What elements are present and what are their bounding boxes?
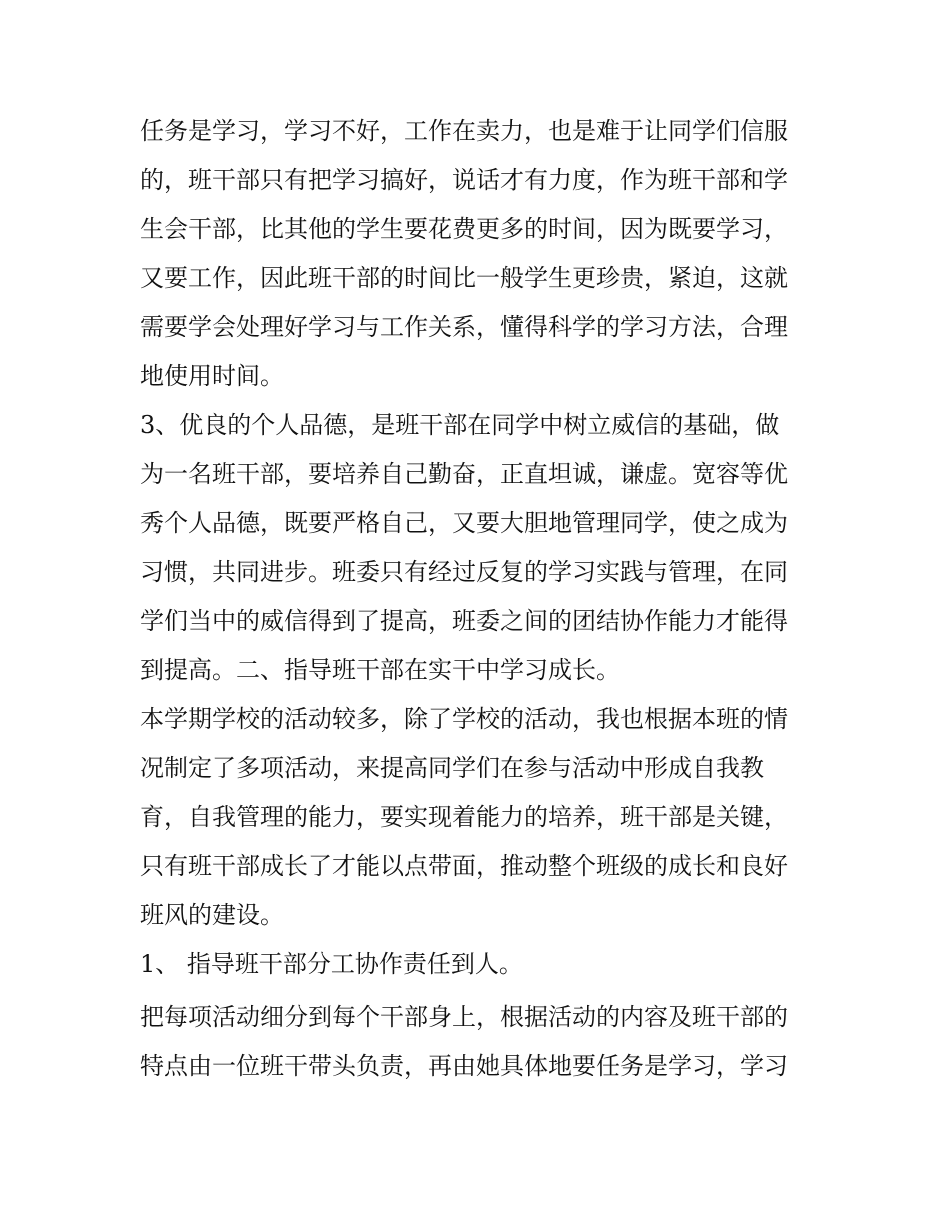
text-line: 把每项活动细分到每个干部身上，根据活动的内容及班干部的 xyxy=(140,1003,788,1031)
text-line: 只有班干部成长了才能以点带面，推动整个班级的成长和良好 xyxy=(140,852,788,880)
text-line: 3、优良的个人品德，是班干部在同学中树立威信的基础，做 xyxy=(140,411,780,439)
text-line: 为一名班干部，要培养自己勤奋，正直坦诚，谦虚。宽容等优 xyxy=(140,460,788,488)
text-line: 班风的建设。 xyxy=(140,901,284,929)
text-line: 任务是学习，学习不好，工作在卖力，也是难于让同学们信服 xyxy=(140,117,788,145)
text-line: 特点由一位班干带头负责，再由她具体地要任务是学习，学习 xyxy=(140,1052,788,1080)
text-line: 到提高。二、指导班干部在实干中学习成长。 xyxy=(140,656,620,684)
text-line: 地使用时间。 xyxy=(140,362,284,390)
text-line: 的，班干部只有把学习搞好，说话才有力度，作为班干部和学 xyxy=(140,166,788,194)
text-line: 又要工作，因此班干部的时间比一般学生更珍贵，紧迫，这就 xyxy=(140,264,788,292)
text-line: 育，自我管理的能力，要实现着能力的培养，班干部是关键， xyxy=(140,803,788,831)
text-line: 况制定了多项活动，来提高同学们在参与活动中形成自我教 xyxy=(140,754,764,782)
text-line: 需要学会处理好学习与工作关系，懂得科学的学习方法，合理 xyxy=(140,313,788,341)
text-line: 1、 指导班干部分工协作责任到人。 xyxy=(140,950,523,978)
text-line: 本学期学校的活动较多，除了学校的活动，我也根据本班的情 xyxy=(140,705,788,733)
text-line: 学们当中的威信得到了提高，班委之间的团结协作能力才能得 xyxy=(140,607,788,635)
text-line: 习惯，共同进步。班委只有经过反复的学习实践与管理，在同 xyxy=(140,558,788,586)
text-line: 秀个人品德，既要严格自己，又要大胆地管理同学，使之成为 xyxy=(140,509,788,537)
text-line: 生会干部，比其他的学生要花费更多的时间，因为既要学习， xyxy=(140,215,788,243)
